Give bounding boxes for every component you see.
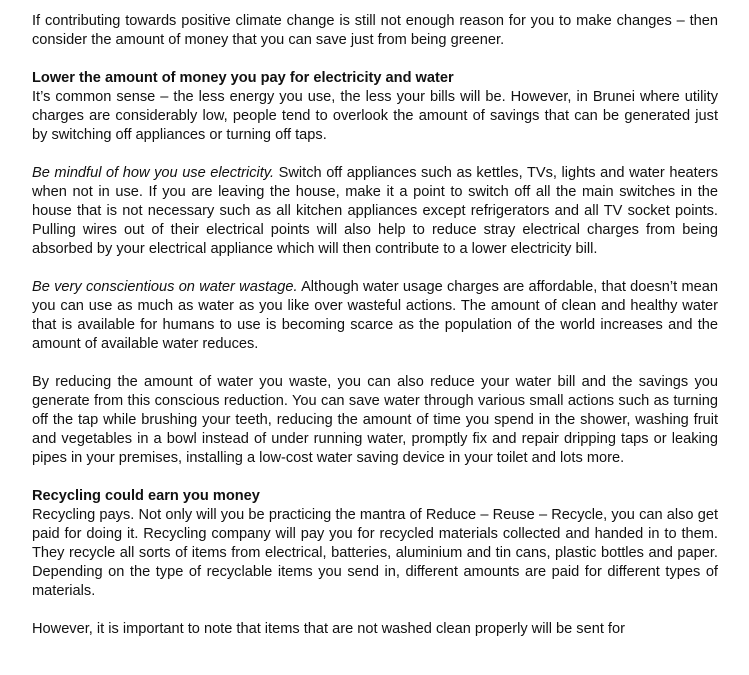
electricity-body-text: Switch off appliances such as kettles, TVs, lights and water heaters when not in use. If you are leaving the house, make it a point to switch off all the main switches in the house that is not necessary such as all kitchen appliances except refrigerators and all TV socket points. Pulling wires out of their electrical points will also help to reduce stray electrical charges from being absorbed by your electrical appliance which will then contribute to a lower electricity bill. — [32, 165, 719, 257]
recycling-cleaning-paragraph: However, it is important to note that items that are not washed clean properly will be sent for — [32, 621, 625, 637]
water-savings-paragraph: By reducing the amount of water you waste, you can also reduce your water bill and the savings you generate from this conscious reduction. You can save water through various small actions such as turning off the tap while brushing your teeth, reducing the amount of time you spend in the shower, washing fruit and vegetables in a bowl instead of under running water, promptly fix and repair dripping taps or leaking pipes in your premises, installing a low-cost water saving device in your toilet and lots more. — [32, 374, 718, 466]
recycling-body-text: Recycling pays. Not only will you be practicing the mantra of Reduce – Reuse – Recycle, you can also get paid for doing it. Recycling company will pay you for recycled materials collected and handed in to them. They recycle all sorts of items from electrical, batteries, aluminium and tin cans, plastic bottles and paper. Depending on the type of recyclable items you send in, different amounts are paid for different types of materials. — [32, 507, 718, 599]
section-heading-recycling: Recycling could earn you money — [32, 488, 260, 504]
intro-paragraph: If contributing towards positive climate change is still not enough reason for you to make changes – then consider the amount of money that you can save just from being greener. — [32, 13, 718, 48]
electricity-lead-text: Be mindful of how you use electricity. — [32, 165, 275, 181]
recycling-section — [32, 487, 718, 601]
document-page — [32, 12, 718, 639]
electricity-water-section — [32, 69, 718, 145]
water-lead-text: Be very conscientious on water wastage. — [32, 279, 298, 295]
section-heading-electricity-water: Lower the amount of money you pay for electricity and water — [32, 70, 454, 86]
water-body-text: Although water usage charges are affordable, that doesn’t mean you can use as much as water as you like over wasteful actions. The amount of clean and healthy water that is available for humans to use is becoming scarce as the population of the world increases and the amount of available water reduces. — [32, 279, 718, 352]
electricity-water-intro-text: It’s common sense – the less energy you use, the less your bills will be. However, in Brunei where utility charges are considerably low, people tend to overlook the amount of savings that can be generated just by switching off appliances or turning off taps. — [32, 89, 718, 143]
water-wastage-paragraph — [32, 278, 718, 354]
electricity-usage-paragraph — [32, 164, 718, 259]
